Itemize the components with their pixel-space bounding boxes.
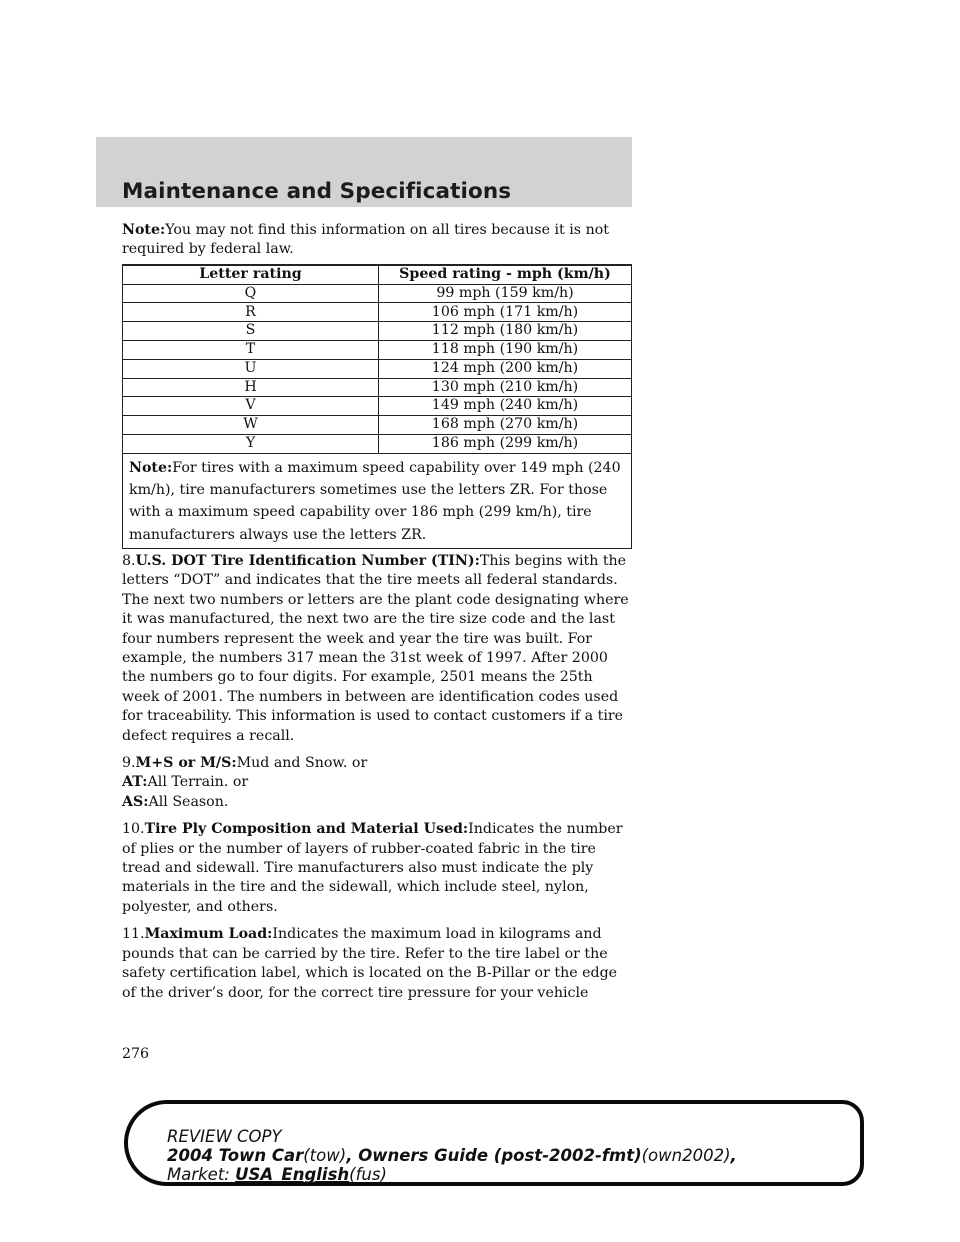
footer-guide-code: (own2002) [641,1146,731,1165]
speed-cell: 130 mph (210 km/h) [379,378,632,397]
table-note-cell [123,453,632,548]
table-row [123,341,632,360]
speed-cell: 118 mph (190 km/h) [379,341,632,360]
table-row [123,434,632,453]
item-9-paragraph [122,754,632,812]
letter-cell: U [123,359,379,378]
item-8-number: 8. [122,552,136,569]
letter-cell: R [123,303,379,322]
table-header-row [123,265,632,284]
footer-model-code: (tow) [303,1146,347,1165]
column-header-letter: Letter rating [123,265,379,284]
footer-market-label: Market: [167,1165,230,1184]
table-note-row [123,453,632,548]
speed-cell: 124 mph (200 km/h) [379,359,632,378]
item-9-label-as: AS: [122,793,149,810]
footer-guide-tail: , [730,1146,737,1165]
table-row [123,322,632,341]
item-11-paragraph [122,925,632,1003]
item-9-label-at: AT: [122,774,148,791]
item-10-paragraph [122,820,632,917]
item-9-label-ms: M+S or M/S: [135,755,237,772]
item-10-text: Indicates the number of plies or the number of layers of rubber-coated fabric in the tire tread and sidewall. Tire manufacturers also must indicate the ply materials in the tire and the sidewall, which include steel, nylon, polyester, and others. [122,821,623,915]
item-11-label: Maximum Load: [144,926,273,943]
item-9-text-ms: Mud and Snow. or [236,755,368,772]
footer-market-code: (fus) [349,1165,387,1184]
speed-cell: 186 mph (299 km/h) [379,434,632,453]
review-copy-footer [167,1127,737,1184]
item-9-text-at: All Terrain. or [147,774,249,791]
footer-line-2 [167,1146,737,1165]
item-11-number: 11. [122,926,145,943]
letter-cell: V [123,397,379,416]
speed-cell: 106 mph (171 km/h) [379,303,632,322]
note-paragraph [122,221,632,260]
speed-cell: 99 mph (159 km/h) [379,284,632,303]
table-note-text: For tires with a maximum speed capability over 149 mph (240 km/h), tire manufacturers sometimes use the letters ZR. For those with a maximum speed capability over 186 mph (299 km/h), tire manufacturers always use the letters ZR. [129,459,621,543]
item-10-number: 10. [122,821,145,838]
letter-cell: Q [123,284,379,303]
speed-cell: 149 mph (240 km/h) [379,397,632,416]
letter-cell: T [123,341,379,360]
note-label: Note: [122,222,166,238]
footer-line-3 [167,1165,737,1184]
table-row [123,284,632,303]
item-9-text-as: All Season. [148,793,229,810]
item-11-text: Indicates the maximum load in kilograms and pounds that can be carried by the tire. Refer to the tire label or the safety certification label, which is located on the B-Pillar or the edge of the driver’s door, for the correct tire pressure for your vehicle [122,926,618,1001]
item-8-label: U.S. DOT Tire Identification Number (TIN): [135,552,480,569]
speed-rating-table [122,264,632,549]
table-row [123,303,632,322]
item-10-label: Tire Ply Composition and Material Used: [144,821,469,838]
section-title: Maintenance and Specifications [122,179,512,204]
letter-cell: S [123,322,379,341]
table-row [123,359,632,378]
speed-cell: 112 mph (180 km/h) [379,322,632,341]
letter-cell: H [123,378,379,397]
table-row [123,397,632,416]
item-8-text: This begins with the letters “DOT” and indicates that the tire meets all federal standards. The next two numbers or letters are the plant code designating where it was manufactured, the next two are the tire size code and the last four numbers represent the week and year the tire was built. For example, the numbers 317 mean the 31st week of 1997. After 2000 the numbers go to four digits. For example, 2501 means the 25th week of 2001. The numbers in between are identification codes used for traceability. This information is used to contact customers if a tire defect requires a recall. [122,552,629,744]
note-text: You may not find this information on all tires because it is not required by federal law. [122,222,609,258]
item-9-number: 9. [122,755,136,772]
table-note-label: Note: [129,459,173,476]
footer-market: USA_English [235,1165,350,1184]
item-8-paragraph [122,552,632,746]
page-number: 276 [122,1046,150,1062]
footer-line-1: REVIEW COPY [167,1127,282,1146]
letter-cell: Y [123,434,379,453]
letter-cell: W [123,416,379,435]
column-header-speed: Speed rating - mph (km/h) [379,265,632,284]
page-content [122,221,632,1003]
table-row [123,378,632,397]
speed-cell: 168 mph (270 km/h) [379,416,632,435]
table-row [123,416,632,435]
footer-guide: , Owners Guide (post-2002-fmt) [346,1146,642,1165]
footer-model: 2004 Town Car [167,1146,304,1165]
